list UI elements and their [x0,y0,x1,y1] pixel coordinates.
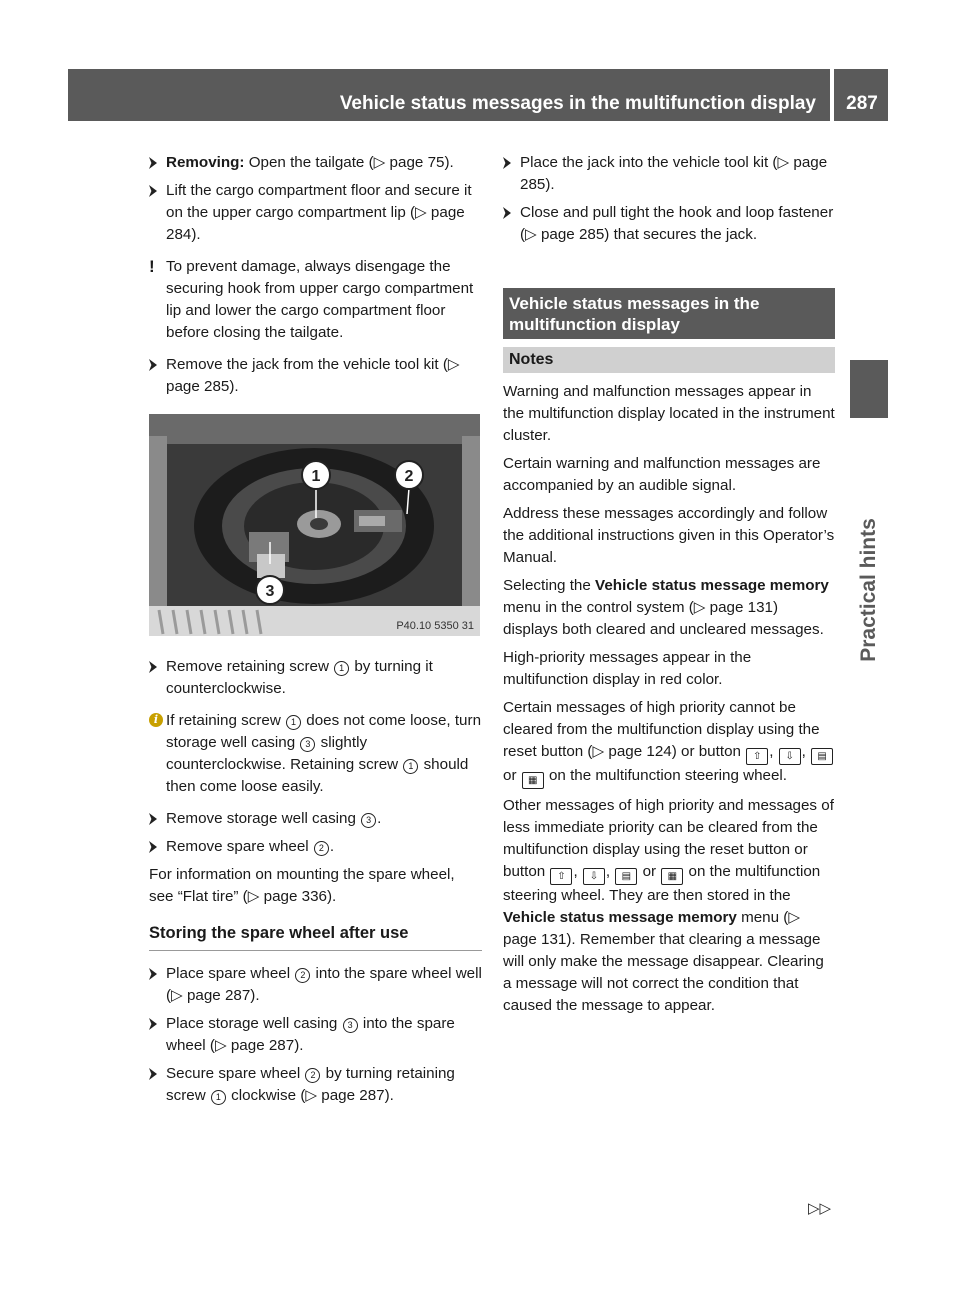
step-arrow-icon [149,359,157,371]
side-tab-marker [850,360,888,418]
step-arrow-icon [149,157,157,169]
callout-1: 1 [311,468,321,485]
info-note: i If retaining screw 1 does not come loose, turn storage well casing 3 slightly counterclockwise. Retaining screw 1 should then come loose easily. [149,710,482,798]
step-remove-casing: Remove storage well casing 3 . [149,808,482,830]
step-arrow-icon [149,661,157,673]
paragraph: Warning and malfunction messages appear in the multifunction display located in the instrument cluster. [503,383,835,444]
down-arrow-button-icon: ⇩ [779,748,801,765]
step-close-fastener: Close and pull tight the hook and loop fastener (▷ page 285) that secures the jack. [503,202,835,246]
callout-ref: 3 [361,813,376,828]
callout-2: 2 [404,468,414,485]
step-place-casing: Place storage well casing 3 into the spare wheel (▷ page 287). [149,1013,482,1057]
callout-ref: 3 [300,737,315,752]
spare-wheel-illustration [149,414,480,636]
callout-ref: 2 [314,841,329,856]
step-arrow-icon [149,968,157,980]
side-tab-label: Practical hints [857,518,880,662]
step-arrow-icon [503,207,511,219]
phone-menu-button-icon: ▤ [615,868,637,885]
warning-note: ! To prevent damage, always disengage the securing hook from upper cargo compartment lip and lower the cargo compartment floor before closing the tailgate. [149,257,474,341]
storing-spare-wheel-heading: Storing the spare wheel after use [149,922,482,951]
callout-ref: 1 [334,661,349,676]
step-arrow-icon [503,157,511,169]
flat-tire-paragraph: For information on mounting the spare wheel, see “Flat tire” (▷ page 336). [149,866,455,905]
phone-menu-button-icon: ▤ [811,748,833,765]
step-remove-screw: Remove retaining screw 1 by turning it counterclockwise. [149,656,482,700]
step-arrow-icon [149,813,157,825]
notes-heading: Notes [503,347,835,373]
callout-ref: 1 [286,715,301,730]
callout-ref: 1 [211,1090,226,1105]
step-lift-floor: Lift the cargo compartment floor and secure it on the upper cargo compartment lip (▷ page 284). [149,180,482,246]
page-number: 287 [846,93,878,114]
left-column [149,152,482,1113]
paragraph: Certain messages of high priority cannot be cleared from the multifunction display using the reset button (▷ page 124) or button ⇧ , ⇩ , ▤ or ▦ on the multifunction steering wheel. [503,697,835,789]
step-place-wheel: Place spare wheel 2 into the spare wheel well (▷ page 287). [149,963,482,1007]
down-arrow-button-icon: ⇩ [583,868,605,885]
step-arrow-icon [149,185,157,197]
page-header [68,69,888,121]
paragraph: Certain warning and malfunction messages are accompanied by an audible signal. [503,455,821,494]
up-arrow-button-icon: ⇧ [550,868,572,885]
section-heading: Vehicle status messages in the multifunction display [503,288,835,339]
step-arrow-icon [149,1018,157,1030]
step-arrow-icon [149,841,157,853]
step-remove-wheel: Remove spare wheel 2 . [149,836,482,858]
paragraph: Address these messages accordingly and follow the additional instructions given in this Operator’s Manual. [503,505,835,566]
photo-code: P40.10 5350 31 [396,620,474,632]
paragraph: High-priority messages appear in the multifunction display in red color. [503,649,752,688]
paragraph: Selecting the Vehicle status message memory menu in the control system (▷ page 131) displays both cleared and uncleared messages. [503,577,829,638]
callout-ref: 2 [305,1068,320,1083]
back-menu-button-icon: ▦ [661,868,683,885]
step-secure-wheel: Secure spare wheel 2 by turning retaining screw 1 clockwise (▷ page 287). [149,1063,482,1107]
callout-3: 3 [265,583,275,600]
back-menu-button-icon: ▦ [522,772,544,789]
callout-ref: 1 [403,759,418,774]
right-column [503,152,835,1023]
step-arrow-icon [149,1068,157,1080]
paragraph: Other messages of high priority and messages of less immediate priority can be cleared from the multifunction display using the reset button or button ⇧ , ⇩ , ▤ or ▦ on the multifunction steering wheel. They are then stored in the Vehicle status message memory menu (▷ page 131). Remember that clearing a message will only make the message disappear. Clearing a message will not correct the condition that caused the message to appear. [503,797,834,1014]
step-remove-jack: Remove the jack from the vehicle tool kit (▷ page 285). [149,354,482,398]
up-arrow-button-icon: ⇧ [746,748,768,765]
continue-mark: ▷▷ [808,1200,832,1217]
step-removing: Removing: Open the tailgate (▷ page 75). [149,152,482,174]
page-header-title: Vehicle status messages in the multifunction display [339,93,816,114]
warning-exclamation-icon: ! [149,257,155,276]
step-place-jack: Place the jack into the vehicle tool kit (▷ page 285). [503,152,835,196]
callout-ref: 2 [295,968,310,983]
info-icon: i [149,713,163,727]
header-separator [830,69,834,121]
spare-wheel-photo [149,414,480,636]
callout-ref: 3 [343,1018,358,1033]
